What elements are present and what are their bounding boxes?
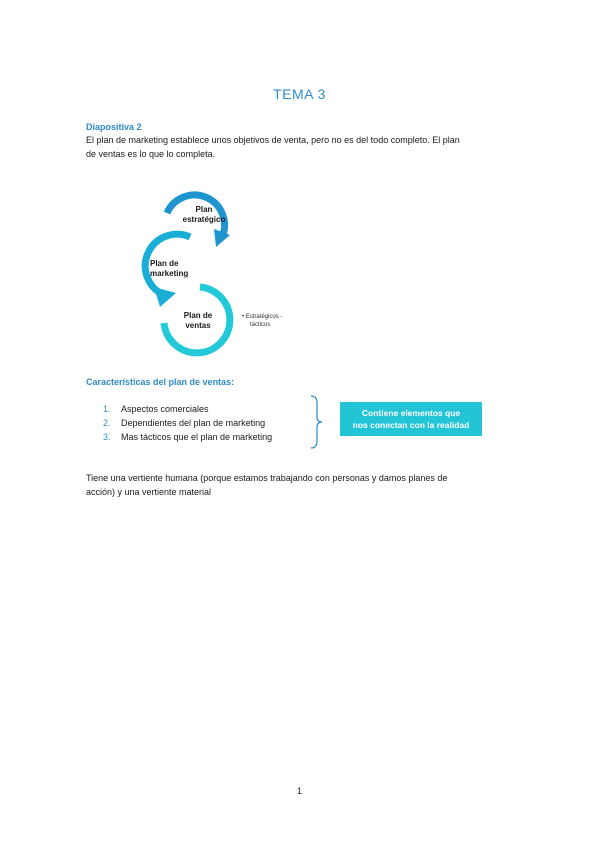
intro-paragraph-line-1: El plan de marketing establece unos objetivos de venta, pero no es del todo completo. El plan: [86, 135, 460, 145]
list-item: 1. Aspectos comerciales: [103, 404, 209, 414]
curly-brace-icon: [308, 395, 328, 449]
page-title: TEMA 3: [273, 86, 326, 102]
label-plan-estrategico: Plan estratégico: [182, 205, 226, 224]
label-plan-marketing: Plan de marketing: [150, 259, 189, 278]
characteristics-list: [103, 402, 272, 444]
label-plan-ventas: Plan de ventas: [183, 311, 213, 330]
slide-heading: Diapositiva 2: [86, 122, 142, 132]
intro-paragraph-line-2: de ventas es lo que lo completa.: [86, 149, 216, 159]
closing-paragraph-line-1: Tiene una vertiente humana (porque estamos trabajando con personas y damos planes de: [86, 473, 448, 483]
list-item: 3. Mas tácticos que el plan de marketing: [103, 432, 273, 442]
arrowhead-marketing-icon: [154, 287, 176, 307]
strategy-tactics-note: • Estratégicos - tácticos: [242, 314, 283, 328]
list-item: 2. Dependientes del plan de marketing: [103, 418, 266, 428]
planning-cycle-diagram: [130, 175, 330, 365]
callout-box: Contiene elementos que nos conectan con la realidad: [340, 402, 482, 436]
page-number: 1: [296, 786, 302, 796]
closing-paragraph-line-2: acción) y una vertiente material: [86, 487, 212, 497]
characteristics-heading: Características del plan de ventas:: [86, 377, 235, 387]
